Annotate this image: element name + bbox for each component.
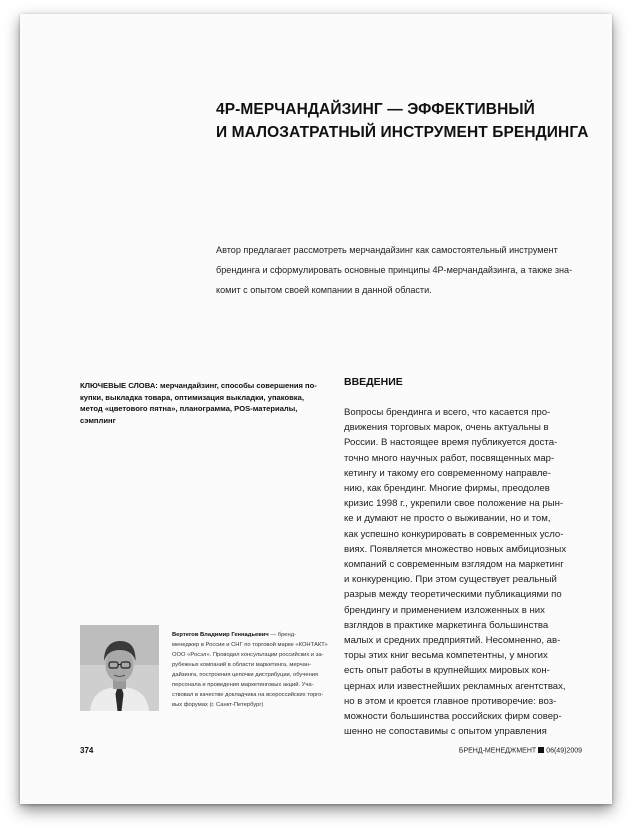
bio-line: ствовал в качестве докладчика на всероссийских торго-: [172, 692, 324, 698]
author-name: Вертегов Владимир Геннадьевич: [172, 632, 269, 638]
body-line: брендингу и применением изложенных в них: [344, 604, 545, 616]
body-line: но в этом и кроется главное противоречие: воз-: [344, 695, 557, 707]
body-line: виях. Появляется множество новых амбициозных: [344, 543, 567, 555]
author-photo: [80, 625, 159, 711]
body-line: торы этих книг весьма компетентны, у многих: [344, 650, 548, 662]
bio-line: дайзинга, построения цепочки дистрибуции, обучения: [172, 672, 319, 678]
body-line: как успешно конкурировать в современных усло-: [344, 528, 564, 540]
keywords-line: метод «цветового пятна», планограмма, POS-материалы,: [80, 404, 298, 413]
keywords-line: КЛЮЧЕВЫЕ СЛОВА: мерчандайзинг, способы совершения по-: [80, 381, 317, 390]
body-line: ке и думают не просто о выживании, но и том,: [344, 513, 551, 525]
bio-line: менеджер в России и СНГ по торговой марке «КОНТАКТ»: [172, 642, 328, 648]
page-number: 374: [80, 746, 94, 755]
body-line: Вопросы брендинга и всего, что касается про-: [344, 407, 551, 418]
bio-line: ООО «Росэл». Проводил консультации российских и за-: [172, 652, 324, 658]
section-body: [344, 405, 596, 739]
bio-line: персонала и проведения маркетинговых акций. Уча-: [172, 682, 314, 688]
body-line: компаний с современным взглядом на маркетинг: [344, 559, 564, 571]
article-abstract: [216, 240, 601, 300]
section-heading: ВВЕДЕНИЕ: [344, 376, 403, 388]
square-bullet-icon: [538, 747, 544, 753]
body-line: кетингу и такому его современному направле-: [344, 467, 551, 479]
bio-line-rest: — бренд-: [268, 632, 297, 638]
body-line: можности большинства российских фирм совер-: [344, 711, 562, 723]
bio-line-1: [172, 630, 332, 640]
author-bio: [172, 630, 332, 710]
journal-footer: [459, 747, 582, 755]
body-line: движения торговых марок, очень актуальны в: [344, 422, 549, 434]
abstract-line: Автор предлагает рассмотреть мерчандайзинг как самостоятельный инструмент: [216, 245, 558, 255]
body-line: точно много научных работ, посвященных мар-: [344, 452, 555, 464]
bio-line: вых форумах (г. Санкт-Петербург): [172, 702, 264, 708]
abstract-line: брендинга и сформулировать основные принципы 4P-мерчандайзинга, а также зна-: [216, 265, 573, 275]
body-line: есть опыт работы в крупнейших мировых кон-: [344, 665, 550, 677]
body-line: кризис 1998 г., укрепили свое положение на рын-: [344, 498, 564, 510]
article-title-line-1: 4P-МЕРЧАНДАЙЗИНГ — ЭФФЕКТИВНЫЙ: [216, 101, 535, 118]
author-portrait-icon: [80, 625, 159, 711]
article-title: [216, 98, 606, 144]
body-line: цернах или известнейших рекламных агентствах,: [344, 680, 566, 692]
abstract-line: комит с опытом своей компании в данной области.: [216, 285, 432, 295]
journal-issue: 06(49)2009: [546, 747, 582, 755]
body-line: нию, как брендинг. Многие фирмы, преодолев: [344, 483, 550, 495]
keywords-block: [80, 380, 330, 426]
body-line: разрыв между теоретическими публикациями по: [344, 589, 562, 601]
body-line: России. В настоящее время публикуется доста-: [344, 437, 558, 449]
body-line: шенно не сопоставимы с опытом управления: [344, 726, 547, 738]
bio-line: рубежных компаний в области маркетинга, мерчан-: [172, 662, 312, 668]
article-title-line-2: И МАЛОЗАТРАТНЫЙ ИНСТРУМЕНТ БРЕНДИНГА: [216, 124, 589, 141]
journal-page: [20, 14, 612, 804]
journal-name: БРЕНД-МЕНЕДЖМЕНТ: [458, 747, 537, 755]
keywords-line: сэмплинг: [80, 415, 116, 425]
body-line: взглядов в практике маркетинга большинства: [344, 619, 549, 631]
keywords-line: купки, выкладка товара, оптимизация выкладки, упаковка,: [80, 392, 304, 402]
body-line: малых и средних предприятий. Несомненно, ав-: [344, 635, 561, 647]
body-line: и конкуренцию. При этом существует реальный: [344, 574, 557, 586]
